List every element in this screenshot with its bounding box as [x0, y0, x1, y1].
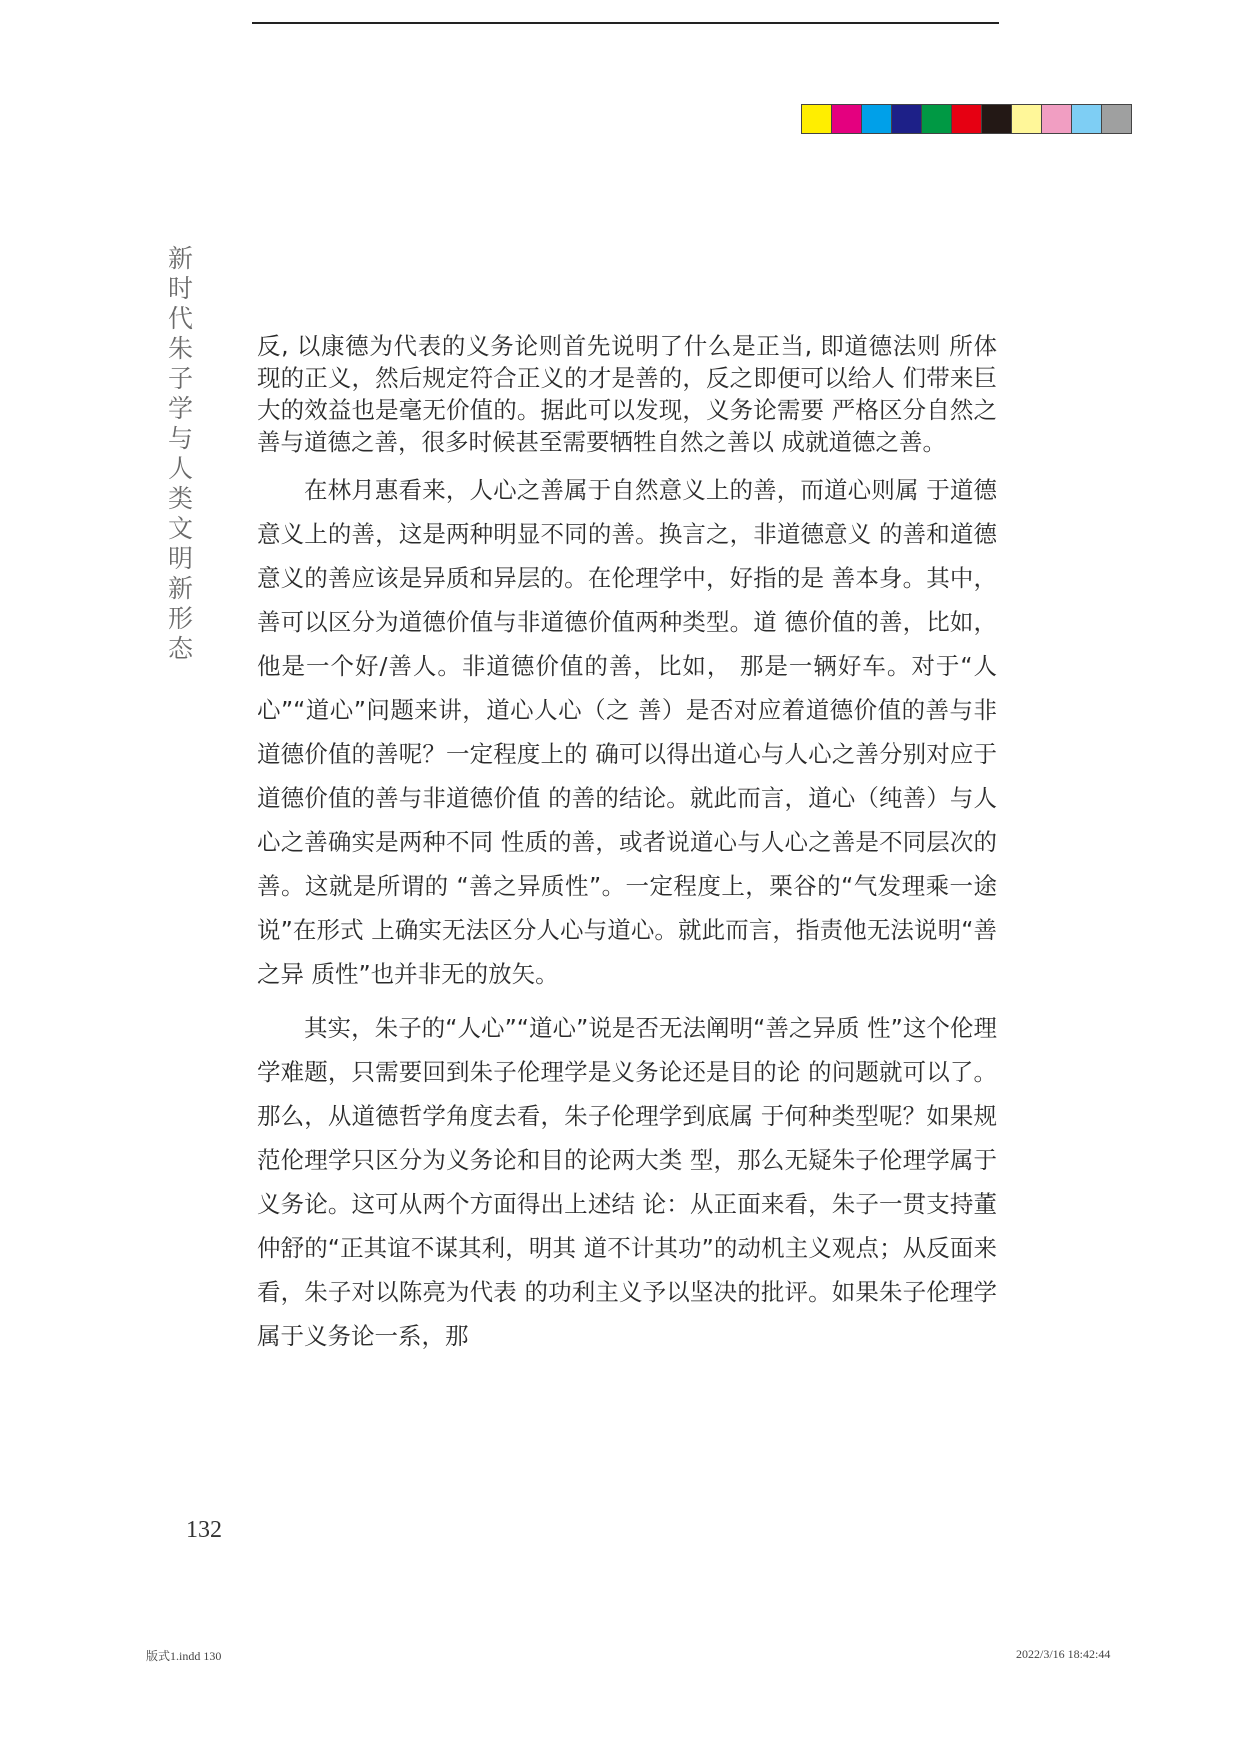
header-rule: [252, 22, 999, 24]
paragraph: 其实，朱子的“人心”“道心”说是否无法阐明“善之异质 性”这个伦理学难题，只需要回到朱子伦理学是义务论还是目的论 的问题就可以了。那么，从道德哲学角度去看，朱子伦理学到底属 于何种类型呢？如果规范伦理学只区分为义务论和目的论两大类 型，那么无疑朱子伦理学属于义务论。这可从两个方面得出上述结 论：从正面来看，朱子一贯支持董仲舒的“正其谊不谋其利，明其 道不计其功”的动机主义观点；从反面来看，朱子对以陈亮为代表 的功利主义予以坚决的批评。如果朱子伦理学属于义务论一系，那: [257, 1014, 997, 1350]
running-book-title: 新时代朱子学与人类文明新形态: [168, 244, 194, 663]
print-slug-filename: 版式1.indd 130: [146, 1649, 222, 1663]
print-slug-timestamp: 2022/3/16 18:42:44: [1016, 1647, 1111, 1661]
color-swatch: [1072, 105, 1102, 133]
color-swatch: [862, 105, 892, 133]
print-color-bar: [801, 104, 1132, 134]
paragraph: 在林月惠看来，人心之善属于自然意义上的善，而道心则属 于道德意义上的善，这是两种明显不同的善。换言之，非道德意义 的善和道德意义的善应该是异质和异层的。在伦理学中，好指的是 善本身。其中，善可以区分为道德价值与非道德价值两种类型。道 德价值的善，比如，他是一个好/善人。非道德价值的善，比如， 那是一辆好车。对于“人心”“道心”问题来讲，道心人心（之 善）是否对应着道德价值的善与非道德价值的善呢？一定程度上的 确可以得出道心与人心之善分别对应于道德价值的善与非道德价值 的善的结论。就此而言，道心（纯善）与人心之善确实是两种不同 性质的善，或者说道心与人心之善是不同层次的善。这就是所谓的 “善之异质性”。一定程度上，栗谷的“气发理乘一途说”在形式 上确实无法区分人心与道心。就此而言，指责他无法说明“善之异 质性”也并非无的放矢。: [257, 476, 997, 988]
page-number: 132: [186, 1517, 222, 1543]
color-swatch: [982, 105, 1012, 133]
color-swatch: [832, 105, 862, 133]
color-swatch: [1012, 105, 1042, 133]
body-text: [257, 330, 997, 1358]
color-swatch: [892, 105, 922, 133]
color-swatch: [952, 105, 982, 133]
color-swatch: [922, 105, 952, 133]
color-swatch: [1042, 105, 1072, 133]
paragraph: 反, 以康德为代表的义务论则首先说明了什么是正当, 即道德法则 所体现的正义，然后规定符合正义的才是善的，反之即便可以给人 们带来巨大的效益也是毫无价值的。据此可以发现，义务论需要 严格区分自然之善与道德之善，很多时候甚至需要牺牲自然之善以 成就道德之善。: [257, 332, 997, 456]
color-swatch: [802, 105, 832, 133]
color-swatch: [1102, 105, 1131, 133]
